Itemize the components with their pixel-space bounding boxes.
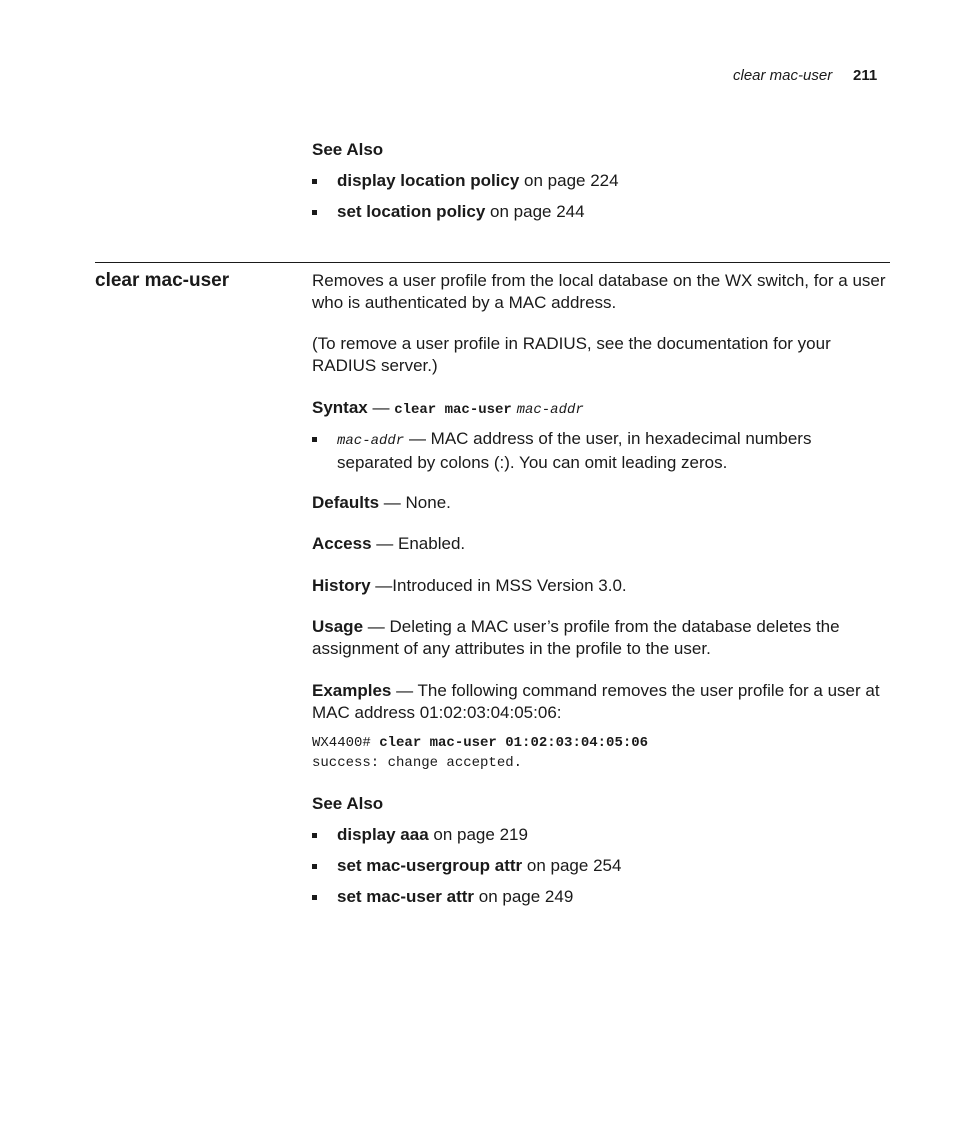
defaults-line bbox=[312, 492, 890, 514]
running-header-title: clear mac-user bbox=[733, 67, 833, 84]
syntax-command: clear mac-user bbox=[394, 402, 512, 418]
command-note: (To remove a user profile in RADIUS, see the documentation for your RADIUS server.) bbox=[312, 334, 831, 375]
see-also-page-ref: on page 219 bbox=[428, 825, 528, 844]
see-also-link[interactable]: display location policy bbox=[337, 171, 520, 190]
syntax-param: mac-addr bbox=[516, 402, 584, 418]
command-title: clear mac-user bbox=[95, 270, 230, 291]
see-also-link[interactable]: set mac-user attr bbox=[337, 887, 475, 906]
see-also-link[interactable]: display aaa bbox=[337, 825, 429, 844]
syntax-label: Syntax bbox=[312, 398, 368, 417]
code-example bbox=[312, 733, 648, 773]
defaults-label: Defaults bbox=[312, 493, 380, 512]
syntax-line bbox=[312, 397, 890, 421]
history-label: History bbox=[312, 576, 371, 595]
bullet-icon bbox=[312, 179, 317, 184]
code-prompt: WX4400# bbox=[312, 735, 380, 751]
access-label: Access bbox=[312, 534, 372, 553]
usage-label: Usage bbox=[312, 617, 364, 636]
access-line bbox=[312, 533, 890, 555]
examples-paragraph bbox=[312, 680, 890, 724]
see-also-page-ref: on page 254 bbox=[522, 856, 622, 875]
usage-text: — Deleting a MAC user’s profile from the database deletes the assignment of any attributes in the profile to the user. bbox=[312, 617, 840, 658]
examples-label: Examples bbox=[312, 681, 392, 700]
bullet-icon bbox=[312, 833, 317, 838]
defaults-text: — None. bbox=[379, 493, 451, 512]
code-output: success: change accepted. bbox=[312, 755, 523, 771]
history-line bbox=[312, 575, 890, 597]
syntax-dash: — bbox=[367, 398, 395, 417]
access-text: — Enabled. bbox=[371, 534, 466, 553]
see-also-link[interactable]: set location policy bbox=[337, 202, 486, 221]
section-divider bbox=[95, 262, 890, 263]
see-also-link[interactable]: set mac-usergroup attr bbox=[337, 856, 523, 875]
param-description: — MAC address of the user, in hexadecimal numbers separated by colons (:). You can omit leading zeros. bbox=[337, 429, 812, 472]
command-description: Removes a user profile from the local database on the WX switch, for a user who is authenticated by a MAC address. bbox=[312, 271, 886, 312]
bullet-icon bbox=[312, 210, 317, 215]
bullet-icon bbox=[312, 437, 317, 442]
see-also-page-ref: on page 249 bbox=[474, 887, 574, 906]
bullet-icon bbox=[312, 895, 317, 900]
examples-text: — The following command removes the user profile for a user at MAC address 01:02:03:04:05:06: bbox=[312, 681, 880, 722]
see-also-heading-top: See Also bbox=[312, 140, 384, 159]
see-also-page-ref: on page 244 bbox=[485, 202, 585, 221]
usage-paragraph bbox=[312, 616, 890, 660]
see-also-heading-bottom: See Also bbox=[312, 794, 384, 813]
bullet-icon bbox=[312, 864, 317, 869]
param-name: mac-addr bbox=[337, 433, 405, 449]
history-text: —Introduced in MSS Version 3.0. bbox=[370, 576, 627, 595]
page-number: 211 bbox=[853, 67, 878, 84]
code-command: clear mac-user 01:02:03:04:05:06 bbox=[379, 735, 649, 751]
see-also-page-ref: on page 224 bbox=[519, 171, 619, 190]
